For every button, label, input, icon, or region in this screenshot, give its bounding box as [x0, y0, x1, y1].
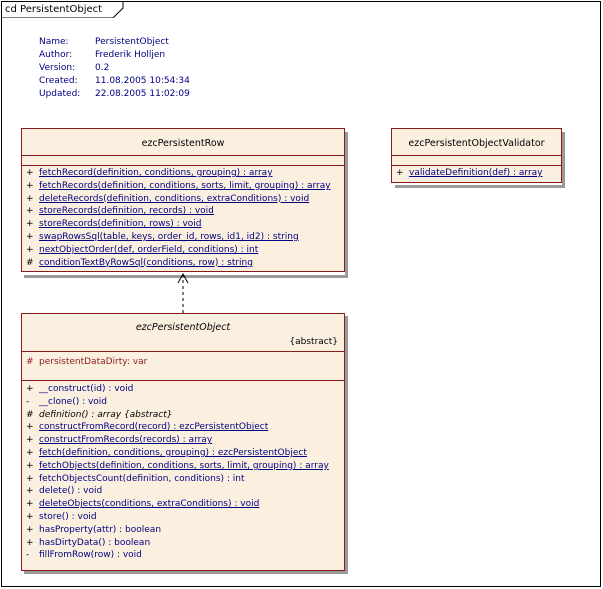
visibility-marker: + — [26, 206, 34, 217]
metadata-row — [39, 36, 190, 49]
visibility-marker: + — [26, 384, 34, 394]
metadata-value: 22.08.2005 11:02:09 — [95, 89, 190, 99]
metadata-row — [39, 49, 190, 62]
operation-signature: constructFromRecord(record) : ezcPersistentObject — [39, 422, 269, 433]
visibility-marker: - — [26, 396, 30, 407]
operation-row[interactable] — [22, 205, 344, 218]
metadata-row — [39, 88, 190, 101]
operation-signature: storeRecords(definition, records) : void — [39, 206, 214, 217]
operation-row[interactable] — [22, 537, 344, 550]
dependency-arrow — [173, 271, 193, 316]
validator-shadow — [395, 185, 563, 188]
visibility-marker: # — [26, 357, 34, 367]
visibility-marker: + — [26, 473, 34, 484]
operation-row[interactable] — [392, 167, 561, 180]
class-name: ezcPersistentObject — [135, 322, 231, 333]
visibility-marker: - — [26, 550, 30, 561]
metadata-value: PersistentObject — [95, 37, 169, 47]
operation-row[interactable] — [22, 244, 344, 257]
operation-signature: fetchRecord(definition, conditions, grouping) : array — [39, 168, 273, 178]
operation-row[interactable] — [22, 167, 344, 180]
metadata-key: Updated: — [39, 89, 81, 99]
operation-signature: constructFromRecords(records) : array — [39, 435, 213, 446]
visibility-marker: + — [26, 422, 34, 433]
metadata-key: Author: — [39, 50, 73, 60]
class-ezcpersistentrow[interactable] — [21, 128, 345, 272]
operation-row[interactable] — [22, 447, 344, 460]
frame-label: cd PersistentObject — [5, 4, 103, 15]
metadata-value: Frederik Holljen — [95, 50, 166, 60]
operation-signature: hasDirtyData() : boolean — [39, 537, 151, 548]
class-ezcpersistentobjectvalidator[interactable] — [391, 128, 562, 183]
operation-row[interactable] — [22, 193, 344, 206]
validator-shadow-side — [562, 132, 565, 188]
operation-signature: delete() : void — [39, 486, 103, 497]
visibility-marker: + — [26, 193, 34, 204]
metadata-row — [39, 62, 190, 75]
operation-row[interactable] — [22, 434, 344, 447]
visibility-marker: + — [26, 524, 34, 535]
diagram-metadata — [39, 36, 190, 101]
operation-row[interactable] — [22, 180, 344, 193]
operation-signature: __construct(id) : void — [39, 384, 134, 394]
operation-signature: nextObjectOrder(def, orderField, conditions) : int — [39, 244, 259, 255]
visibility-marker: # — [26, 409, 34, 420]
operation-row[interactable] — [22, 485, 344, 498]
operation-row[interactable] — [22, 421, 344, 434]
operation-signature: hasProperty(attr) : boolean — [39, 524, 162, 535]
visibility-marker: + — [26, 435, 34, 446]
metadata-row — [39, 75, 190, 88]
operation-row[interactable] — [22, 383, 344, 396]
operation-signature: fetchRecords(definition, conditions, sorts, limit, grouping) : array — [39, 180, 331, 191]
persistent-row-shadow-side — [345, 132, 348, 278]
visibility-marker: + — [26, 460, 34, 471]
operation-row[interactable] — [22, 524, 344, 537]
operation-signature: storeRecords(definition, rows) : void — [39, 219, 202, 230]
visibility-marker: + — [396, 168, 404, 178]
visibility-marker: + — [26, 499, 34, 510]
visibility-marker: + — [26, 180, 34, 191]
visibility-marker: + — [26, 537, 34, 548]
metadata-value: 0.2 — [95, 63, 110, 73]
visibility-marker: + — [26, 447, 34, 458]
visibility-marker: + — [26, 168, 34, 178]
operations-compartment — [22, 165, 344, 269]
class-name: ezcPersistentRow — [141, 138, 225, 149]
operation-row[interactable] — [22, 460, 344, 473]
operation-row[interactable] — [22, 498, 344, 511]
operation-row[interactable] — [22, 257, 344, 270]
class-ezcpersistentobject[interactable] — [21, 313, 345, 571]
attributes-compartment — [22, 352, 344, 374]
visibility-marker: + — [26, 244, 34, 255]
operation-signature: store() : void — [39, 511, 97, 522]
operation-row[interactable] — [22, 549, 344, 562]
metadata-key: Version: — [39, 63, 76, 73]
operations-compartment — [392, 165, 561, 180]
operation-row[interactable] — [22, 231, 344, 244]
abstract-stereotype: {abstract} — [289, 337, 338, 347]
metadata-value: 11.08.2005 10:54:34 — [95, 76, 190, 86]
metadata-key: Created: — [39, 76, 78, 86]
visibility-marker: + — [26, 231, 34, 242]
operation-row[interactable] — [22, 473, 344, 486]
operation-signature: conditionTextByRowSql(conditions, row) : string — [39, 257, 253, 268]
class-name: ezcPersistentObjectValidator — [408, 138, 545, 149]
operation-signature: deleteRecords(definition, conditions, extraConditions) : void — [39, 193, 310, 204]
persistent-object-shadow-side — [345, 316, 348, 574]
visibility-marker: + — [26, 219, 34, 230]
attribute-row[interactable] — [22, 356, 344, 369]
operation-row[interactable] — [22, 511, 344, 524]
visibility-marker: # — [26, 257, 34, 268]
metadata-key: Name: — [39, 37, 69, 47]
operation-signature: definition() : array {abstract} — [39, 409, 173, 420]
operation-signature: fetchObjects(definition, conditions, sorts, limit, grouping) : array — [39, 460, 329, 471]
attribute-signature: persistentDataDirty: var — [39, 357, 148, 367]
operation-row[interactable] — [22, 218, 344, 231]
operation-signature: fetch(definition, conditions, grouping) : ezcPersistentObject — [39, 447, 307, 458]
operation-signature: fillFromRow(row) : void — [39, 550, 142, 561]
operation-signature: fetchObjectsCount(definition, conditions) : int — [39, 473, 245, 484]
visibility-marker: + — [26, 511, 34, 522]
operation-signature: swapRowsSql(table, keys, order_id, rows, id1, id2) : string — [39, 231, 299, 242]
operation-row[interactable] — [22, 409, 344, 422]
operation-row[interactable] — [22, 396, 344, 409]
operation-signature: __clone() : void — [39, 396, 108, 407]
visibility-marker: + — [26, 486, 34, 497]
operation-signature: deleteObjects(conditions, extraConditions) : void — [39, 499, 260, 510]
operations-compartment — [22, 380, 344, 562]
operation-signature: validateDefinition(def) : array — [409, 168, 543, 178]
persistent-object-shadow — [24, 571, 346, 574]
